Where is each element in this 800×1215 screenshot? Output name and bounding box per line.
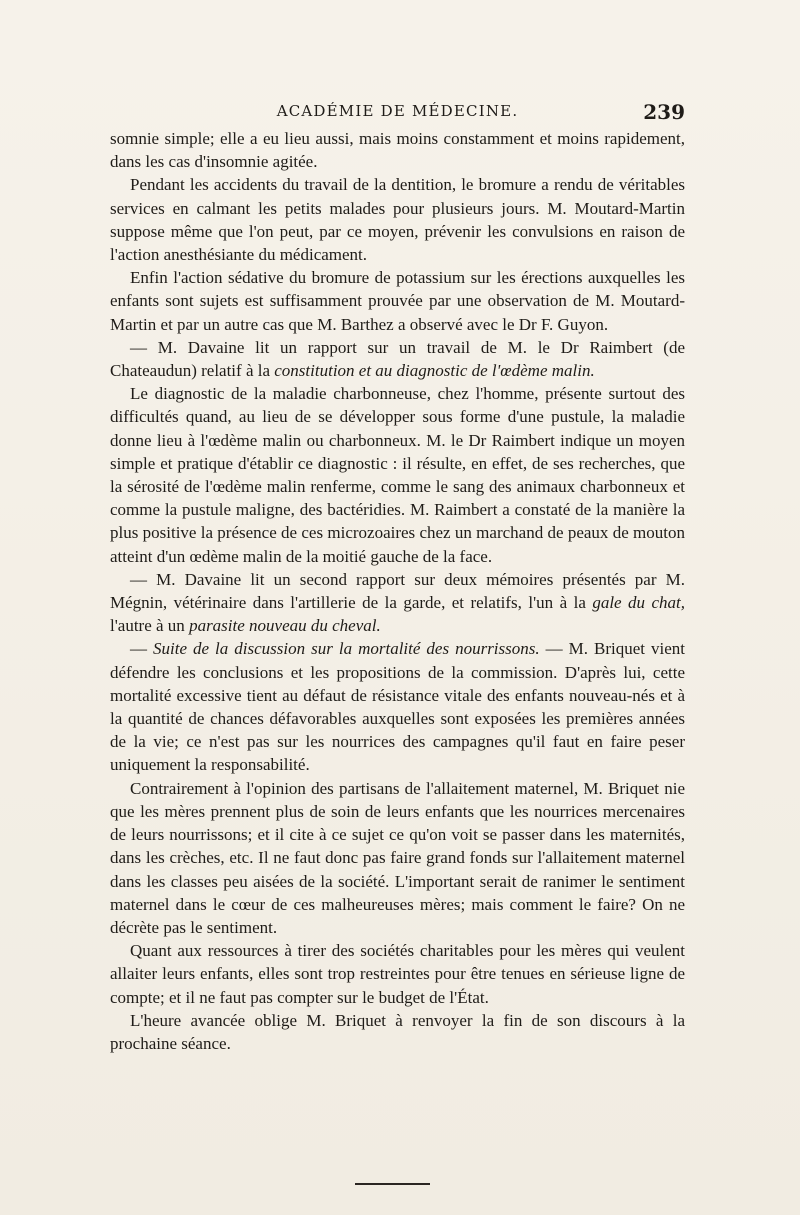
- paragraph-7-italic: Suite de la discussion sur la mortalité des nourrissons.: [153, 639, 540, 659]
- paragraph-5: Le diagnostic de la maladie charbonneuse, chez l'homme, présente surtout des difficultés quand, au lieu de se développer sous forme d'une pustule, la maladie donne lieu à l'œdème malin ou charbonneux. M. le Dr Raimbert indique un moyen simple et pratique d'établir ce diagnostic : il résulte, en effet, de ses recherches, que la sérosité de l'œdème malin renferme, comme le sang des animaux charbonneux et comme la pustule maligne, des bactéridies. M. Raimbert a constaté de la manière la plus positive la présence de ces microzoaires chez un marchand de peaux de mouton atteint d'un œdème malin de la moitié gauche de la face.: [110, 384, 685, 566]
- article-body: [110, 127, 685, 1187]
- page-number: 239: [643, 100, 685, 124]
- paragraph-4-italic: constitution et au diagnostic de l'œdème malin.: [274, 361, 595, 381]
- paragraph-7: [110, 637, 685, 776]
- paragraph-2: Pendant les accidents du travail de la dentition, le bromure a rendu de véritables services en calmant les petits malades pour plusieurs jours. M. Moutard-Martin suppose même que l'on peut, par ce moyen, prévenir les convulsions en raison de l'action anesthésiante du médicament.: [110, 175, 685, 265]
- running-title: ACADÉMIE DE MÉDECINE.: [276, 102, 519, 120]
- paragraph-6-italic-2: parasite nouveau du cheval.: [189, 616, 381, 636]
- paragraph-6: [110, 568, 685, 638]
- paragraph-7-dash: —: [130, 639, 154, 659]
- paragraph-8: Contrairement à l'opinion des partisans de l'allaitement maternel, M. Briquet nie que les mères prennent plus de soin de leurs enfants que les nourrices mercenaires de leurs nourrissons; et il cite à ce sujet ce qu'on voit se passer dans les maternités, dans les crèches, etc. Il ne faut donc pas faire grand fonds sur l'allaitement maternel dans les classes peu aisées de la société. L'important serait de ranimer le sentiment maternel dans le cœur de ces malheureuses mères; mais comment le faire? On ne décrète pas le sentiment.: [110, 778, 685, 937]
- end-rule: [355, 1183, 430, 1185]
- page-header: [110, 100, 685, 126]
- paragraph-9: Quant aux ressources à tirer des sociétés charitables pour les mères qui veulent allaiter leurs enfants, elles sont trop restreintes pour être tenues en sérieuse ligne de compte; et il ne faut pas compter sur le budget de l'État.: [110, 941, 685, 1007]
- paragraph-6-text: — M. Davaine lit un second rapport sur deux mémoires présentés par M. Mégnin, vétérinaire dans l'artillerie de la garde, et relatifs, l'un à la: [110, 569, 685, 613]
- paragraph-6-text-2: l'autre à un: [110, 616, 190, 636]
- paragraph-10: L'heure avancée oblige M. Briquet à renvoyer la fin de son discours à la prochaine séance.: [110, 1010, 685, 1053]
- paragraph-7-text: — M. Briquet vient défendre les conclusions et les propositions de la commission. D'après lui, cette mortalité excessive tient au défaut de résistance vitale des enfants nouveau-nés et à la quantité de chances défavorables auxquelles sont exposées les premières années de la vie; ce n'est pas sur les nourrices des campagnes qu'il faut en faire peser uniquement la responsabilité.: [110, 639, 685, 775]
- paragraph-1: somnie simple; elle a eu lieu aussi, mais moins constamment et moins rapidement, dans les cas d'insomnie agitée.: [110, 129, 685, 172]
- paragraph-6-italic-1: gale du chat,: [592, 593, 685, 613]
- paragraph-4: [110, 336, 685, 382]
- paragraph-4-text: — M. Davaine lit un rapport sur un travail de M. le Dr Raimbert (de Chateaudun) relatif à la: [110, 337, 685, 381]
- paragraph-3: Enfin l'action sédative du bromure de potassium sur les érections auxquelles les enfants sont sujets est suffisamment prouvée par une observation de M. Moutard-Martin et par un autre cas que M. Barthez a observé avec le Dr F. Guyon.: [110, 268, 685, 334]
